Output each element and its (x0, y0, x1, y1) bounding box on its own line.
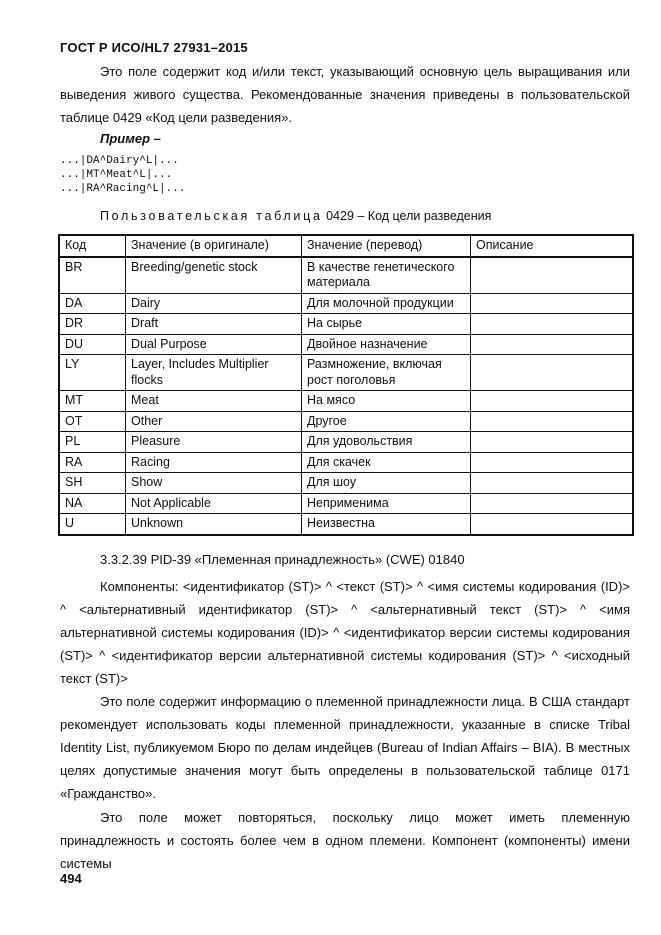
table-cell-translation: Для скачек (302, 452, 471, 473)
table-row (59, 411, 633, 432)
tribal-info-text: Это поле содержит информацию о племенной принадлежности лица. В США стандарт рекомендует использовать коды племенной принадлежности, указанные в списке Tribal Identity List, публикуемом Бюро по делам индейцев (Bureau of Indian Affairs – BIA). В местных целях допустимые значения могут быть определены в пользовательской таблице 0171 «Гражданство». (60, 694, 630, 801)
table-row (59, 514, 633, 535)
example-code-line: ...|RA^Racing^L|... (60, 183, 186, 195)
example-title: Пример – (100, 131, 161, 146)
table-cell-translation: Размножение, включая рост поголовья (302, 355, 471, 391)
tribal-info-paragraph (60, 690, 630, 805)
table-cell-description (471, 473, 634, 494)
table-cell-original: Meat (126, 391, 302, 412)
table-cell-original: Other (126, 411, 302, 432)
table-cell-code: MT (59, 391, 126, 412)
table-cell-description (471, 355, 634, 391)
table-cell-original: Unknown (126, 514, 302, 535)
table-cell-original: Dairy (126, 293, 302, 314)
column-header-translation: Значение (перевод) (302, 235, 471, 257)
table-cell-description (471, 391, 634, 412)
breeding-purpose-table (58, 234, 634, 536)
table-row (59, 257, 633, 294)
table-cell-description (471, 314, 634, 335)
components-paragraph (60, 575, 630, 690)
table-cell-original: Layer, Includes Multiplier flocks (126, 355, 302, 391)
table-cell-original: Draft (126, 314, 302, 335)
table-cell-translation: Неизвестна (302, 514, 471, 535)
table-cell-code: DR (59, 314, 126, 335)
document-header: ГОСТ Р ИСО/HL7 27931–2015 (60, 40, 248, 55)
table-cell-code: OT (59, 411, 126, 432)
table-cell-code: LY (59, 355, 126, 391)
table-row (59, 452, 633, 473)
intro-text: Это поле содержит код и/или текст, указывающий основную цель выращивания или выведения живого существа. Рекомендованные значения приведены в пользовательской таблице 0429 «Код цели разведения». (60, 64, 630, 125)
table-cell-translation: На сырье (302, 314, 471, 335)
table-caption-label: Пользовательская таблица (100, 209, 323, 223)
table-cell-code: NA (59, 493, 126, 514)
table-cell-translation: Неприменима (302, 493, 471, 514)
table-cell-translation: Другое (302, 411, 471, 432)
table-cell-original: Dual Purpose (126, 334, 302, 355)
table-row (59, 334, 633, 355)
table-cell-code: RA (59, 452, 126, 473)
table-cell-original: Show (126, 473, 302, 494)
example-code-line: ...|DA^Dairy^L|... (60, 155, 179, 167)
table-cell-translation: В качестве генетического материала (302, 257, 471, 294)
table-cell-description (471, 452, 634, 473)
table-cell-description (471, 411, 634, 432)
example-code-block (60, 154, 185, 196)
table-cell-original: Breeding/genetic stock (126, 257, 302, 294)
table-cell-translation: На мясо (302, 391, 471, 412)
table-cell-code: DU (59, 334, 126, 355)
table-cell-description (471, 293, 634, 314)
table-caption (100, 209, 491, 223)
example-code-line: ...|MT^Meat^L|... (60, 169, 173, 181)
table-cell-description (471, 257, 634, 294)
table-row (59, 473, 633, 494)
table-cell-original: Racing (126, 452, 302, 473)
table-cell-translation: Для молочной продукции (302, 293, 471, 314)
column-header-original: Значение (в оригинале) (126, 235, 302, 257)
table-cell-original: Not Applicable (126, 493, 302, 514)
table-row (59, 314, 633, 335)
column-header-description: Описание (471, 235, 634, 257)
column-header-code: Код (59, 235, 126, 257)
table-cell-code: U (59, 514, 126, 535)
page-number: 494 (60, 871, 82, 886)
table-caption-title: 0429 – Код цели разведения (322, 209, 492, 223)
repeat-info-paragraph (60, 806, 630, 875)
components-text: Компоненты: <идентификатор (ST)> ^ <текст (ST)> ^ <имя системы кодирования (ID)> ^ <альтернативный идентификатор (ST)> ^ <альтернативный текст (ST)> ^ <имя альтернативной системы кодирования (ID)> ^ <идентификатор версии системы кодирования (ST)> ^ <идентификатор версии альтернативной системы кодирования (ST)> ^ <исходный текст (ST)> (60, 579, 630, 686)
table-cell-description (471, 334, 634, 355)
table-row (59, 355, 633, 391)
table-cell-translation: Для шоу (302, 473, 471, 494)
intro-paragraph (60, 60, 630, 129)
table-cell-code: SH (59, 473, 126, 494)
table-row (59, 293, 633, 314)
table-header-row (59, 235, 633, 257)
table-cell-code: BR (59, 257, 126, 294)
table-cell-original: Pleasure (126, 432, 302, 453)
table-cell-description (471, 432, 634, 453)
table-cell-description (471, 514, 634, 535)
table-row (59, 391, 633, 412)
table-cell-code: DA (59, 293, 126, 314)
table-row (59, 493, 633, 514)
repeat-info-text: Это поле может повторяться, поскольку лицо может иметь племенную принадлежность и состоять более чем в одном племени. Компонент (компоненты) имени системы (60, 810, 630, 871)
table-cell-code: PL (59, 432, 126, 453)
table-cell-translation: Для удовольствия (302, 432, 471, 453)
table-cell-description (471, 493, 634, 514)
table-cell-translation: Двойное назначение (302, 334, 471, 355)
section-heading: 3.3.2.39 PID-39 «Племенная принадлежность» (CWE) 01840 (100, 552, 465, 567)
table-row (59, 432, 633, 453)
